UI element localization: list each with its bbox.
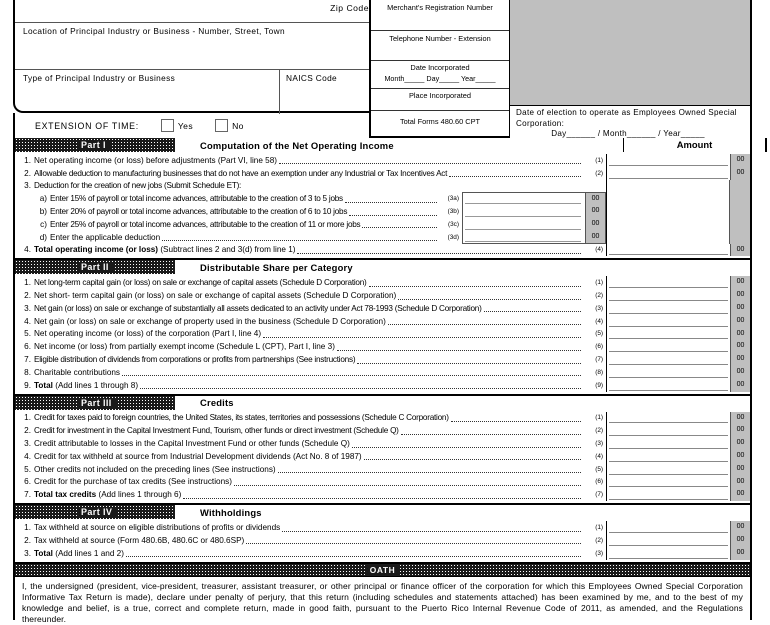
line-ref-number: (2) [595, 536, 603, 544]
line-number: 1. [24, 155, 31, 165]
line-number: 7. [24, 490, 31, 500]
business-type-label: Type of Principal Industry or Business [23, 73, 176, 83]
line-description: Net income (or loss) from partially exempt income (Schedule L (CPT), Part I, line 3) [34, 342, 335, 352]
line-ref-number: (9) [595, 381, 603, 389]
extension-label: EXTENSION OF TIME: [35, 120, 139, 131]
line-number: 3. [24, 181, 31, 191]
cents-box: 00 [730, 276, 750, 289]
extension-yes-label: Yes [177, 120, 194, 131]
part-header-bar [13, 396, 752, 410]
part-title: Credits [200, 397, 234, 409]
part-tag-label: Part IV [77, 507, 116, 517]
subline-write-line [465, 203, 581, 204]
dot-leader [364, 451, 581, 460]
line-ref-number: (3) [595, 549, 603, 557]
part-tag [15, 138, 175, 152]
oath-label: OATH [365, 564, 401, 576]
part-tag-label: Part II [77, 262, 113, 272]
total-forms-cell[interactable] [371, 110, 509, 138]
amount-input-cell[interactable] [606, 412, 750, 425]
dot-leader [282, 523, 581, 532]
line-description: Tax withheld at source on eligible distributions of profits or dividends [34, 523, 281, 533]
form-line-row [15, 476, 750, 489]
dot-leader [484, 303, 581, 312]
line-description: Net short- term capital gain (or loss) on sale or exchange of capital assets (Schedule D Corporation) [34, 291, 397, 301]
part-rows-section [13, 152, 752, 258]
amount-write-line [609, 287, 728, 288]
part-header-bar [13, 138, 752, 152]
amount-column-header: Amount [623, 138, 767, 152]
amount-write-line [609, 558, 728, 559]
line-number: d) [39, 232, 47, 242]
amount-write-line [609, 377, 728, 378]
line-description: Charitable contributions [34, 367, 121, 377]
dot-leader [183, 490, 581, 499]
line-description: Total operating income (or loss) (Subtract lines 2 and 3(d) from line 1) [34, 245, 296, 255]
amount-input-cell[interactable] [606, 424, 750, 437]
line-description: Total (Add lines 1 through 8) [34, 380, 139, 390]
line-number: 8. [24, 367, 31, 377]
line-number: c) [40, 219, 47, 229]
amount-write-line [609, 545, 728, 546]
part-title: Computation of the Net Operating Income [200, 139, 394, 151]
amount-input-cell[interactable] [606, 379, 750, 392]
part-tag-label: Part III [77, 398, 116, 408]
header-right-column [510, 0, 752, 138]
merchant-registration-label: Merchant's Registration Number [387, 3, 493, 12]
extension-of-time-row [13, 113, 370, 138]
form-line-row [15, 412, 750, 425]
amount-input-cell[interactable] [606, 521, 750, 534]
line-ref-number: (3b) [447, 208, 459, 216]
subline-write-line [465, 241, 581, 242]
line-description: Credit for the purchase of tax credits (See instructions) [34, 477, 232, 487]
amount-input-cell[interactable] [606, 244, 750, 257]
part-tag [15, 505, 175, 519]
amount-write-line [609, 351, 728, 352]
form-line-row [15, 244, 750, 257]
subline-write-line [465, 216, 581, 217]
amount-write-line [609, 364, 728, 365]
amount-input-cell[interactable] [606, 154, 750, 167]
amount-write-line [609, 448, 728, 449]
amount-input-cell[interactable] [606, 450, 750, 463]
amount-column-filler [606, 205, 750, 218]
cents-box: 00 [730, 302, 750, 315]
line-ref-number: (7) [595, 491, 603, 499]
form-line-row [15, 366, 750, 379]
part-tag [15, 260, 175, 274]
form-line-row [15, 437, 750, 450]
amount-write-line [609, 326, 728, 327]
form-line-row [15, 488, 750, 501]
grey-reserved-area [510, 0, 750, 105]
line-description: Allowable deduction to manufacturing businesses that do not have an exemption under any Industrial or Tax Incentives Act [34, 168, 448, 178]
line-number: 6. [24, 477, 31, 487]
dot-leader [234, 477, 581, 486]
line-description: Deduction for the creation of new jobs (Submit Schedule ET): [34, 181, 242, 191]
part-rows-section [13, 410, 752, 504]
line-description: Credit for taxes paid to foreign countries, the United States, its states, territories and possessions (Schedule C Corporation) [34, 413, 449, 423]
cents-box: 00 [730, 450, 750, 463]
line-ref-number: (6) [595, 343, 603, 351]
dot-leader [297, 245, 581, 254]
amount-write-line [609, 435, 728, 436]
dot-leader [279, 155, 581, 164]
amount-input-cell[interactable] [606, 353, 750, 366]
form-line-row [15, 450, 750, 463]
line-ref-number: (1) [595, 156, 603, 164]
amount-input-cell[interactable] [606, 302, 750, 315]
extension-no-label: No [232, 120, 244, 131]
dot-leader [162, 232, 437, 241]
form-line-row [15, 340, 750, 353]
header-middle-column [370, 0, 510, 138]
election-date-label: Date of election to operate as Employees Owned Special Corporation: [516, 108, 737, 128]
cents-box: 00 [730, 412, 750, 425]
form-line-row [15, 463, 750, 476]
line-ref-number: (4) [595, 246, 603, 254]
form-line-row [15, 154, 750, 167]
line-ref-number: (3c) [447, 220, 459, 228]
form-line-row [15, 276, 750, 289]
line-ref-number: (7) [595, 356, 603, 364]
line-ref-number: (3a) [447, 195, 459, 203]
amount-write-line [609, 499, 728, 500]
line-ref-number: (6) [595, 478, 603, 486]
part-rows-section [13, 274, 752, 393]
line-number: 3. [24, 303, 31, 313]
election-date-cell[interactable] [510, 105, 750, 138]
cents-box: 00 [730, 315, 750, 328]
oath-paragraph: I, the undersigned (president, vice-president, treasurer, assistant treasurer, or other principal or finance officer of the corporation for which this Employees Owned Special Corporation Informative Tax Return is made), declare under penalty of perjury, that this return (including schedules and statements attached) has been examined by me, and to the best of my knowledge and belief, is a true, correct and complete return, made in good faith, pursuant to the Puerto Rico Internal Revenue Code of 2011, as amended, and the Regulations thereunder. [22, 580, 743, 625]
amount-write-line [609, 422, 728, 423]
amount-column-filler [606, 231, 750, 244]
cents-box: 00 [730, 463, 750, 476]
total-forms-label: Total Forms 480.60 CPT [399, 117, 481, 126]
amount-write-line [609, 254, 728, 255]
form-line-row [15, 289, 750, 302]
amount-column-filler [606, 192, 750, 205]
line-ref-number: (1) [595, 414, 603, 422]
form-line-row [15, 302, 750, 315]
line-number: 4. [24, 451, 31, 461]
spacer-leader [243, 181, 584, 189]
dot-leader [362, 219, 437, 228]
dot-leader [352, 439, 581, 448]
line-description: Net gain (or loss) on sale or exchange of substantially all assets dedicated to an activity under Act 78-1993 (Schedule D Corporation) [34, 303, 482, 313]
subline-write-line [465, 229, 581, 230]
line-ref-number: (4) [595, 452, 603, 460]
part-tag-label: Part I [77, 140, 110, 150]
line-number: 7. [24, 355, 31, 365]
naics-code-label: NAICS Code [286, 73, 337, 83]
line-description: Enter 20% of payroll or total income advances, attributable to the creation of 6 to 10 jobs [50, 207, 348, 217]
dot-leader [398, 291, 581, 300]
dot-leader [388, 316, 581, 325]
line-number: 3. [24, 548, 31, 558]
part-title: Distributable Share per Category [200, 261, 353, 273]
line-ref-number: (5) [595, 465, 603, 473]
dot-leader [263, 329, 581, 338]
amount-write-line [609, 461, 728, 462]
cents-box: 00 [730, 340, 750, 353]
business-type-cell[interactable] [15, 69, 369, 113]
amount-input-cell[interactable] [606, 534, 750, 547]
amount-input-cell[interactable] [606, 547, 750, 560]
oath-text-block [13, 576, 752, 625]
form-line-row [15, 328, 750, 341]
amount-input-cell[interactable] [606, 463, 750, 476]
amount-write-line [609, 532, 728, 533]
line-description: Net operating income (or loss) before adjustments (Part VI, line 58) [34, 155, 278, 165]
amount-write-line [609, 474, 728, 475]
amount-input-cell[interactable] [606, 289, 750, 302]
line-description: Credit for investment in the Capital Investment Fund, Tourism, other funds or direct investment (Schedule Q) [34, 426, 399, 436]
location-label: Location of Principal Industry or Business - Number, Street, Town [23, 26, 285, 36]
zip-code-cell[interactable] [15, 0, 369, 22]
dot-leader [369, 278, 582, 287]
dot-leader [278, 464, 581, 473]
amount-write-line [609, 338, 728, 339]
line-description: Credit for tax withheld at source from Industrial Development dividends (Act No. 8 of 1987) [34, 451, 362, 461]
part-title: Withholdings [200, 506, 262, 518]
cents-box-filler [729, 180, 750, 193]
cents-box: 00 [730, 521, 750, 534]
line-ref-number: (4) [595, 317, 603, 325]
dot-leader [126, 548, 581, 557]
election-date-fields[interactable]: Day______ / Month______ / Year_____ [551, 129, 705, 138]
line-number: 1. [24, 413, 31, 423]
line-number: 2. [24, 168, 31, 178]
form-line-row [15, 379, 750, 392]
line-ref-number: (2) [595, 292, 603, 300]
amount-input-cell[interactable] [606, 476, 750, 489]
cents-box: 00 [585, 231, 605, 243]
line-description: Net long-term capital gain (or loss) on sale or exchange of capital assets (Schedule D Corporation) [34, 278, 367, 288]
cents-box-filler [729, 205, 750, 218]
subline-input-cell[interactable] [462, 231, 606, 244]
cents-box: 00 [730, 488, 750, 501]
line-ref-number: (1) [595, 524, 603, 532]
form-line-row [15, 231, 750, 244]
line-ref-number: (1) [595, 279, 603, 287]
line-description: Enter 15% of payroll or total income advances, attributable to the creation of 3 to 5 jobs [50, 194, 343, 204]
cents-box: 00 [585, 218, 605, 231]
dot-leader [451, 413, 581, 422]
line-number: 4. [24, 245, 31, 255]
line-number: 9. [24, 380, 31, 390]
subline-input-cell[interactable] [462, 192, 606, 205]
line-ref-number: (2) [595, 169, 603, 177]
dot-leader [122, 367, 581, 376]
dot-leader [401, 426, 581, 435]
line-ref-number: (3) [595, 304, 603, 312]
line-description: Net gain (or loss) on sale or exchange of property used in the business (Schedule D Corporation) [34, 316, 386, 326]
cents-box: 00 [730, 437, 750, 450]
line-number: 2. [24, 535, 31, 545]
cents-box: 00 [730, 424, 750, 437]
cents-box-filler [729, 218, 750, 231]
date-incorporated-fields[interactable]: Month_____ Day_____ Year_____ [384, 74, 496, 83]
cents-box: 00 [585, 193, 605, 205]
line-description: Net operating income (or loss) of the corporation (Part I, line 4) [34, 329, 262, 339]
form-line-row [15, 424, 750, 437]
cents-box: 00 [730, 353, 750, 366]
cents-box: 00 [730, 154, 750, 167]
cents-box: 00 [585, 205, 605, 218]
extension-yes-checkbox[interactable] [161, 119, 174, 132]
amount-write-line [609, 178, 728, 179]
form-line-row [15, 218, 750, 231]
line-number: 6. [24, 342, 31, 352]
header-left-column [13, 0, 370, 113]
amount-write-line [609, 390, 728, 391]
line-number: b) [39, 207, 47, 217]
oath-header-bar [13, 564, 752, 576]
part-header-bar [13, 505, 752, 519]
form-line-row [15, 534, 750, 547]
line-number: 3. [24, 439, 31, 449]
telephone-label: Telephone Number - Extension [389, 34, 491, 43]
cents-box: 00 [730, 547, 750, 560]
amount-write-line [609, 165, 728, 166]
form-line-row [15, 521, 750, 534]
amount-write-line [609, 300, 728, 301]
line-number: 2. [24, 291, 31, 301]
extension-no-checkbox[interactable] [215, 119, 228, 132]
amount-input-cell[interactable] [606, 340, 750, 353]
amount-input-cell[interactable] [606, 167, 750, 180]
amount-column-filler [606, 180, 750, 193]
subline-input-cell[interactable] [462, 218, 606, 231]
line-number: 5. [24, 464, 31, 474]
cents-box-filler [729, 231, 750, 244]
line-description: Enter 25% of payroll or total income advances, attributable to the creation of 11 or more jobs [50, 219, 361, 229]
form-line-row [15, 192, 750, 205]
dot-leader [140, 380, 581, 389]
part-tag [15, 396, 175, 410]
line-ref-number: (3d) [447, 233, 459, 241]
form-line-row [15, 353, 750, 366]
line-number: 4. [24, 316, 31, 326]
line-description: Enter the applicable deduction [50, 232, 161, 242]
form-line-row [15, 315, 750, 328]
cents-box-filler [729, 192, 750, 205]
cents-box: 00 [730, 167, 750, 180]
cents-box: 00 [730, 534, 750, 547]
line-description: Total tax credits (Add lines 1 through 6) [34, 490, 182, 500]
cents-box: 00 [730, 328, 750, 341]
amount-column-filler [606, 218, 750, 231]
line-number: 1. [24, 523, 31, 533]
amount-input-cell[interactable] [606, 488, 750, 501]
dot-leader [246, 535, 581, 544]
line-description: Other credits not included on the preceding lines (See instructions) [34, 464, 276, 474]
amount-write-line [609, 313, 728, 314]
part-header-bar [13, 260, 752, 274]
line-ref-number: (2) [595, 427, 603, 435]
telephone-cell[interactable] [371, 30, 509, 60]
amount-input-cell[interactable] [606, 328, 750, 341]
line-description: Credit attributable to losses in the Capital Investment Fund or other funds (Schedule Q) [34, 439, 350, 449]
line-number: 2. [24, 426, 31, 436]
line-description: Total (Add lines 1 and 2) [34, 548, 124, 558]
dot-leader [449, 168, 581, 177]
line-description: Eligible distribution of dividends from corporations or profits from partnerships (See instructions) [34, 355, 356, 365]
naics-code-cell[interactable] [279, 70, 369, 114]
form-line-row [15, 180, 750, 193]
line-description: Tax withheld at source (Form 480.6B, 480.6C or 480.6SP) [34, 535, 245, 545]
dot-leader [345, 194, 437, 203]
cents-box: 00 [730, 244, 750, 257]
dot-leader [349, 207, 437, 216]
line-ref-number: (3) [595, 440, 603, 448]
zip-code-label: Zip Code [330, 3, 369, 13]
place-incorporated-label: Place Incorporated [408, 91, 472, 100]
date-incorporated-cell[interactable] [371, 60, 509, 88]
line-ref-number: (5) [595, 330, 603, 338]
cents-box: 00 [730, 366, 750, 379]
form-line-row [15, 167, 750, 180]
date-incorporated-label: Date Incorporated [410, 63, 470, 72]
cents-box: 00 [730, 379, 750, 392]
line-ref-number: (8) [595, 368, 603, 376]
amount-input-cell[interactable] [606, 315, 750, 328]
dot-leader [357, 355, 581, 364]
merchant-registration-cell[interactable] [371, 0, 509, 30]
place-incorporated-cell[interactable] [371, 88, 509, 110]
part-rows-section [13, 519, 752, 561]
dot-leader [337, 342, 581, 351]
amount-write-line [609, 486, 728, 487]
subline-input-cell[interactable] [462, 205, 606, 218]
amount-input-cell[interactable] [606, 437, 750, 450]
amount-input-cell[interactable] [606, 276, 750, 289]
line-number: a) [39, 194, 47, 204]
cents-box: 00 [730, 289, 750, 302]
form-line-row [15, 547, 750, 560]
line-number: 1. [24, 278, 31, 288]
cents-box: 00 [730, 476, 750, 489]
form-line-row [15, 205, 750, 218]
line-number: 5. [24, 329, 31, 339]
amount-input-cell[interactable] [606, 366, 750, 379]
form-header-block [0, 0, 770, 138]
location-cell[interactable] [15, 22, 369, 69]
